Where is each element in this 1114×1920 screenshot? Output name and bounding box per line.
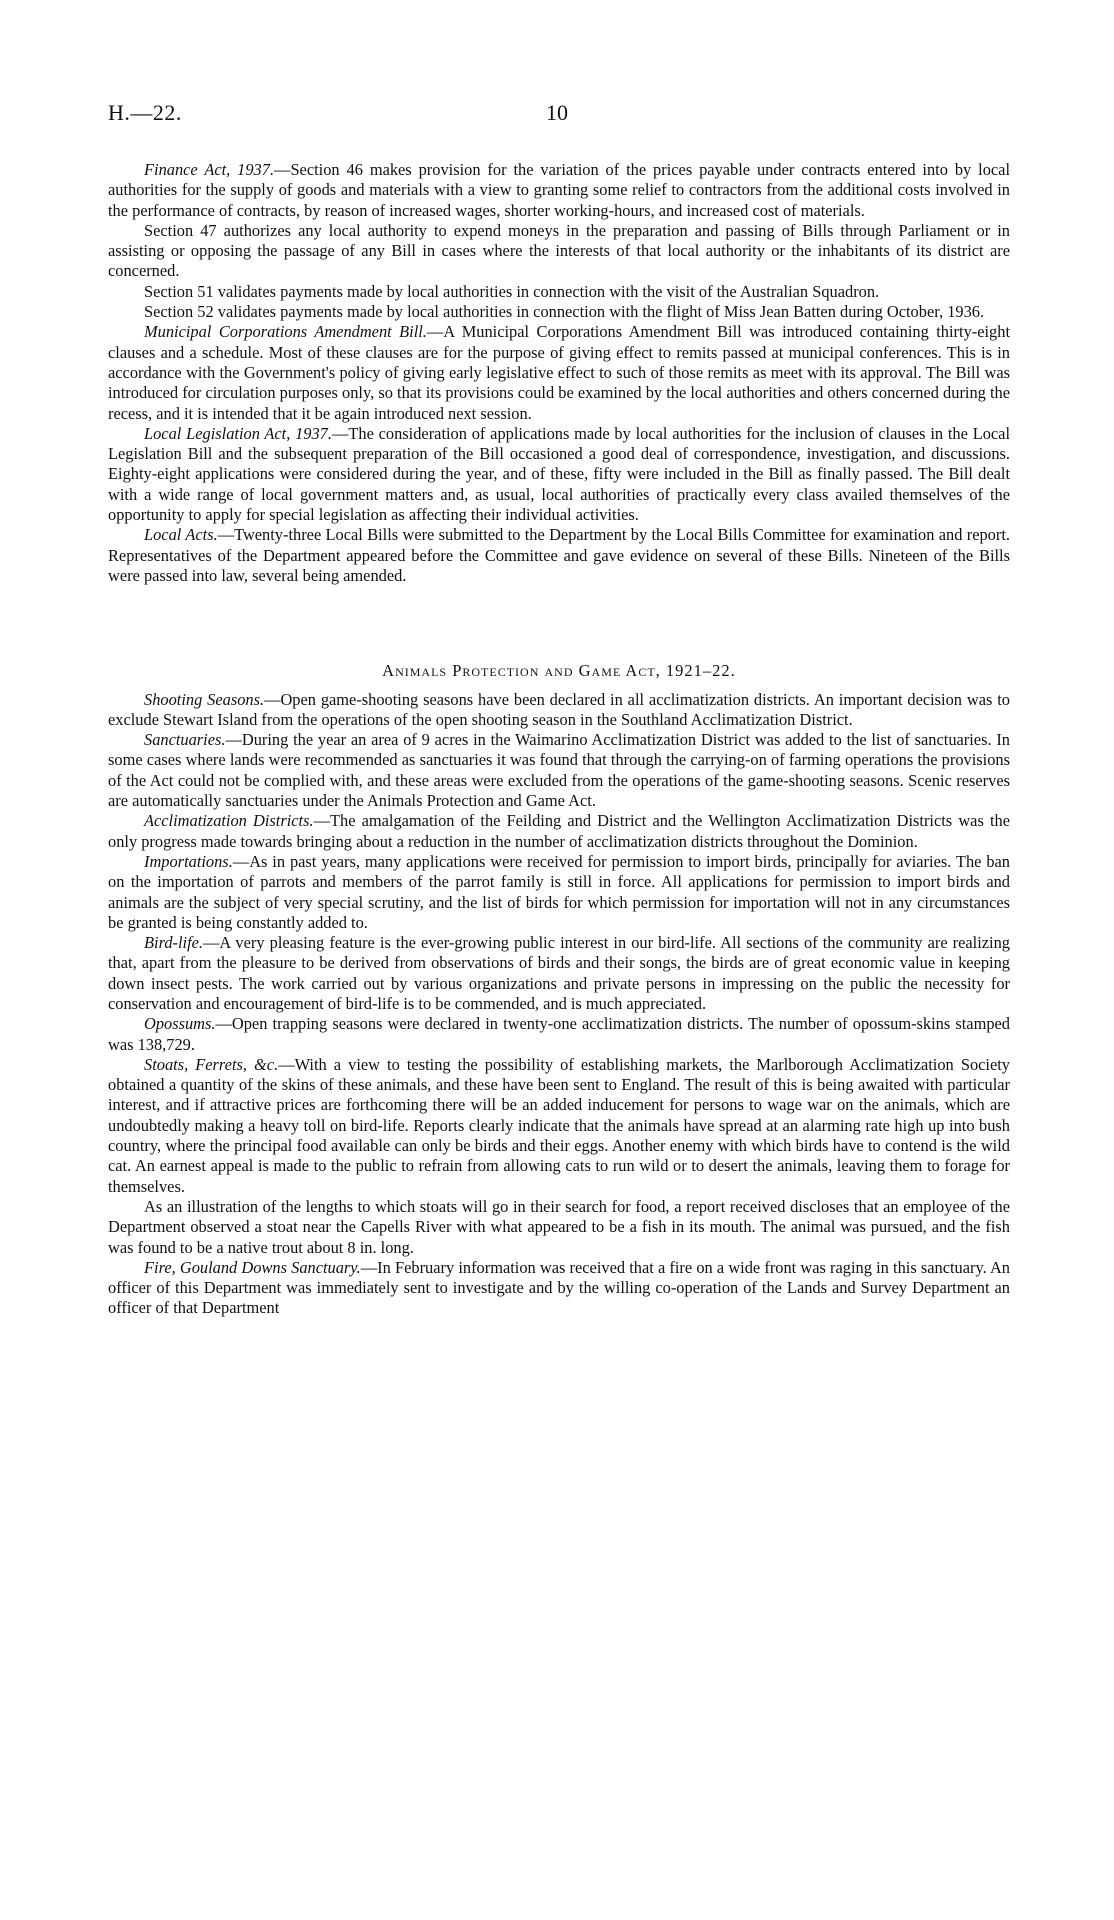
paragraph-lead: Local Acts. <box>144 525 218 545</box>
paragraph-text: —With a view to testing the possibility of establishing markets, the Marlborough Acclimatization Society obtained a quantity of the skins of these animals, and these have been sent to England. The result of this is being awaited with particular interest, and if attractive prices are forthcoming there will be an added inducement for persons to wage war on the animals, which are undoubtedly making a heavy toll on bird-life. Reports clearly indicate that the animals have spread at an alarming rate high up into bush country, where the principal food available can only be birds and their eggs. Another enemy with which birds have to contend is the wild cat. An earnest appeal is made to the public to refrain from allowing cats to run wild or to desert the animals, leaving them to forage for themselves. <box>108 1054 1010 1196</box>
paragraph-text: —A very pleasing feature is the ever-growing public interest in our bird-life. All sections of the community are realizing that, apart from the pleasure to be derived from observations of birds and their songs, the birds are of great economic value in keeping down insect pests. The work carried out by various organizations and private persons in impressing on the public the necessity for conservation and encouragement of bird-life is to be commended, and is much appreciated. <box>108 933 1010 1013</box>
paragraph-lead: Local Legislation Act, 1937. <box>144 423 332 443</box>
paragraph-text: —Open trapping seasons were declared in twenty-one acclimatization districts. The number of opossum-skins stamped was 138,729. <box>108 1014 1010 1054</box>
paragraph <box>108 811 1010 852</box>
section-animals-protection <box>108 690 1010 1319</box>
paragraph-lead: Shooting Seasons. <box>144 689 265 709</box>
paragraph-text: As an illustration of the lengths to which stoats will go in their search for food, a report received discloses that an employee of the Department observed a stoat near the Capells River with what appeared to be a fish in its mouth. The animal was pursued, and the fish was found to be a native trout about 8 in. long. <box>108 1196 1010 1257</box>
paragraph <box>108 852 1010 933</box>
paragraph-text: —Twenty-three Local Bills were submitted to the Department by the Local Bills Committee for examination and report. Representatives of the Department appeared before the Committee and gave evidence on several of these Bills. Nineteen of the Bills were passed into law, several being amended. <box>108 525 1010 585</box>
paragraph-lead: Finance Act, 1937. <box>144 160 275 179</box>
paragraph <box>108 1014 1010 1055</box>
paragraph-lead: Municipal Corporations Amendment Bill. <box>144 322 427 342</box>
paragraph-text: Section 52 validates payments made by local authorities in connection with the flight of Miss Jean Batten during October, 1936. <box>144 302 985 322</box>
section-heading: Animals Protection and Game Act, 1921–22. <box>382 661 736 681</box>
paragraph-text: —During the year an area of 9 acres in the Waimarino Acclimatization District was added to the list of sanctuaries. In some cases where lands were recommended as sanctuaries it was found that through the carrying-on of farming operations the provisions of the Act could not be complied with, and these areas were excluded from the operations of the game-shooting seasons. Scenic reserves are automatically sanctuaries under the Animals Protection and Game Act. <box>108 730 1010 811</box>
paragraph-lead: Fire, Gouland Downs Sanctuary. <box>144 1257 361 1277</box>
paragraph-lead: Sanctuaries. <box>144 730 226 750</box>
section-local-government <box>108 160 1010 586</box>
paragraph-text: —A Municipal Corporations Amendment Bill was introduced containing thirty-eight clauses and a schedule. Most of these clauses are for the purpose of giving effect to remits passed at municipal conferences. This is in accordance with the Government's policy of giving early legislative effect to such of those remits as meet with its approval. The Bill was introduced for circulation purposes only, so that its provisions could be examined by the local authorities and others concerned during the recess, and it is intended that it be again introduced next session. <box>108 322 1010 423</box>
paragraph <box>108 730 1010 811</box>
paragraph <box>108 282 1010 302</box>
paragraph-text: Section 51 validates payments made by local authorities in connection with the visit of the Australian Squadron. <box>144 281 880 301</box>
paragraph <box>108 1197 1010 1258</box>
paragraph <box>108 160 1010 221</box>
paragraph <box>108 424 1010 525</box>
paragraph <box>108 322 1010 423</box>
page-number: 10 <box>546 100 568 125</box>
paragraph-text: —Open game-shooting seasons have been declared in all acclimatization districts. An important decision was to exclude Stewart Island from the operations of the open shooting season in the Southland Acclimatization District. <box>108 689 1010 729</box>
document-reference: H.—22. <box>108 100 182 125</box>
paragraph-text: —The consideration of applications made by local authorities for the inclusion of clauses in the Local Legislation Bill and the subsequent preparation of the Bill occasioned a good deal of correspondence, investigation, and discussions. Eighty-eight applications were considered during the year, and of these, fifty were included in the Bill as finally passed. The Bill dealt with a wide range of local government matters and, as usual, local authorities of practically every class availed themselves of the opportunity to apply for special legislation as affecting their individual activities. <box>108 423 1011 525</box>
paragraph-text: —The amalgamation of the Feilding and District and the Wellington Acclimatization Districts was the only progress made towards bringing about a reduction in the number of acclimatization districts throughout the Dominion. <box>108 811 1010 851</box>
paragraph <box>108 1055 1010 1197</box>
paragraph-text: —Section 46 makes provision for the variation of the prices payable under contracts entered into by local authorities for the supply of goods and materials with a view to granting some relief to contractors from the additional costs involved in the performance of contracts, by reason of increased wages, shorter working-hours, and increased cost of materials. <box>108 160 1010 220</box>
paragraph <box>108 302 1010 322</box>
paragraph-lead: Stoats, Ferrets, &c. <box>144 1054 279 1074</box>
paragraph <box>108 1258 1010 1319</box>
paragraph <box>108 221 1010 282</box>
paragraph-text: Section 47 authorizes any local authority to expend moneys in the preparation and passing of Bills through Parliament or in assisting or opposing the passage of any Bill in cases where the interests of that local authority or the inhabitants of its district are concerned. <box>108 220 1010 281</box>
paragraph-lead: Acclimatization Districts. <box>144 811 314 831</box>
paragraph-lead: Importations. <box>144 851 233 871</box>
paragraph-lead: Bird-life. <box>144 933 204 953</box>
paragraph-text: —In February information was received that a fire on a wide front was raging in this sanctuary. An officer of this Department was immediately sent to investigate and by the willing co-operation of the Lands and Survey Department an officer of that Department <box>108 1257 1010 1318</box>
paragraph-lead: Opossums. <box>144 1014 216 1034</box>
paragraph <box>108 690 1010 731</box>
paragraph <box>108 525 1010 586</box>
paragraph-text: —As in past years, many applications were received for permission to import birds, principally for aviaries. The ban on the importation of parrots and members of the parrot family is still in force. All applications for permission to import birds and animals are the subject of very special scrutiny, and the list of birds for which permission for importation will not in any circumstances be granted is being constantly added to. <box>108 851 1010 932</box>
page-header <box>108 100 1010 133</box>
paragraph <box>108 933 1010 1014</box>
